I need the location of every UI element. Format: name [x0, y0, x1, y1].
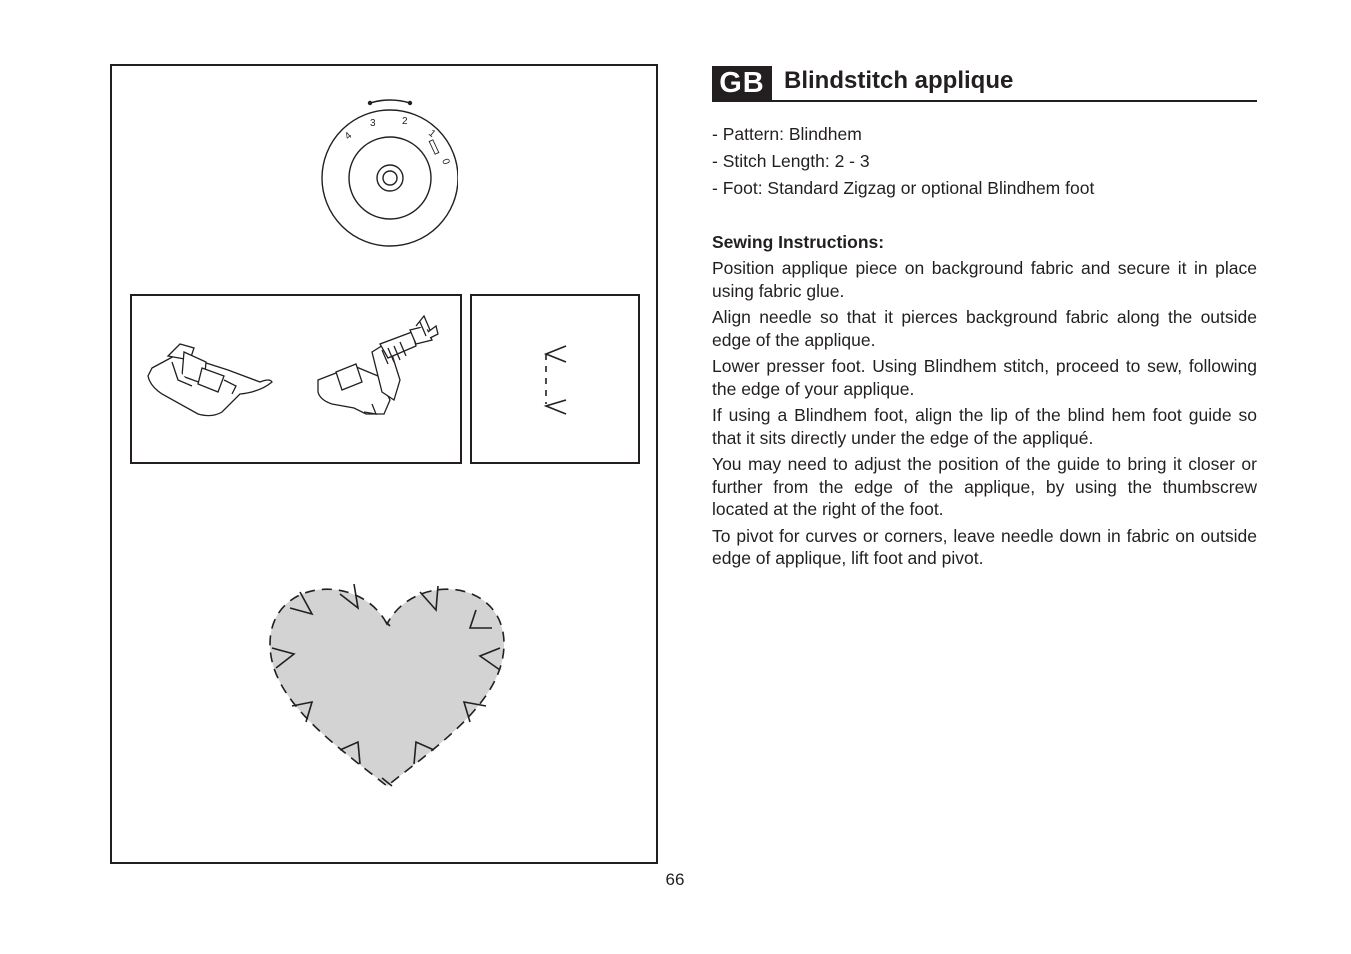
- page-number: 66: [665, 870, 685, 889]
- dial-label-0: 0: [439, 157, 452, 167]
- instruction-paragraph: You may need to adjust the position of the guide to bring it closer or further from the edge of the applique, by using the thumbscrew located at the right of the foot.: [712, 454, 1257, 519]
- zigzag-foot-icon: [148, 344, 272, 416]
- spec-foot: - Foot: Standard Zigzag or optional Blindhem foot: [712, 178, 1095, 198]
- dial-label-4: 4: [342, 130, 355, 143]
- presser-feet-box: [130, 294, 462, 464]
- dial-label-1: 1: [426, 127, 438, 140]
- stitch-length-dial-icon: [318, 96, 458, 256]
- blindhem-foot-icon: [318, 316, 438, 414]
- heart-applique-icon: [262, 574, 512, 799]
- instruction-paragraph: Position applique piece on background fabric and secure it in place using fabric glue.: [712, 258, 1257, 301]
- language-badge: GB: [712, 66, 772, 100]
- instruction-paragraph: Lower presser foot. Using Blindhem stitch, proceed to sew, following the edge of your applique.: [712, 356, 1257, 399]
- page-title: Blindstitch applique: [784, 67, 1014, 94]
- stitch-pattern-box: [470, 294, 640, 464]
- section-header: [712, 66, 1257, 102]
- instructions-heading: Sewing Instructions:: [712, 232, 885, 252]
- spec-stitch-length: - Stitch Length: 2 - 3: [712, 151, 870, 171]
- instruction-paragraph: To pivot for curves or corners, leave needle down in fabric on outside edge of applique, lift foot and pivot.: [712, 525, 1257, 568]
- instructions-body: [712, 257, 1257, 574]
- dial-label-2: 2: [402, 116, 408, 127]
- instruction-paragraph: If using a Blindhem foot, align the lip of the blind hem foot guide so that it sits directly under the edge of the appliqué.: [712, 405, 1257, 448]
- spec-list: [712, 121, 1257, 202]
- illustration-panel: [110, 64, 658, 864]
- instruction-paragraph: Align needle so that it pierces background fabric along the outside edge of the applique.: [712, 307, 1257, 350]
- dial-label-3: 3: [370, 118, 376, 129]
- blindhem-stitch-icon: [472, 296, 638, 462]
- spec-pattern: - Pattern: Blindhem: [712, 124, 862, 144]
